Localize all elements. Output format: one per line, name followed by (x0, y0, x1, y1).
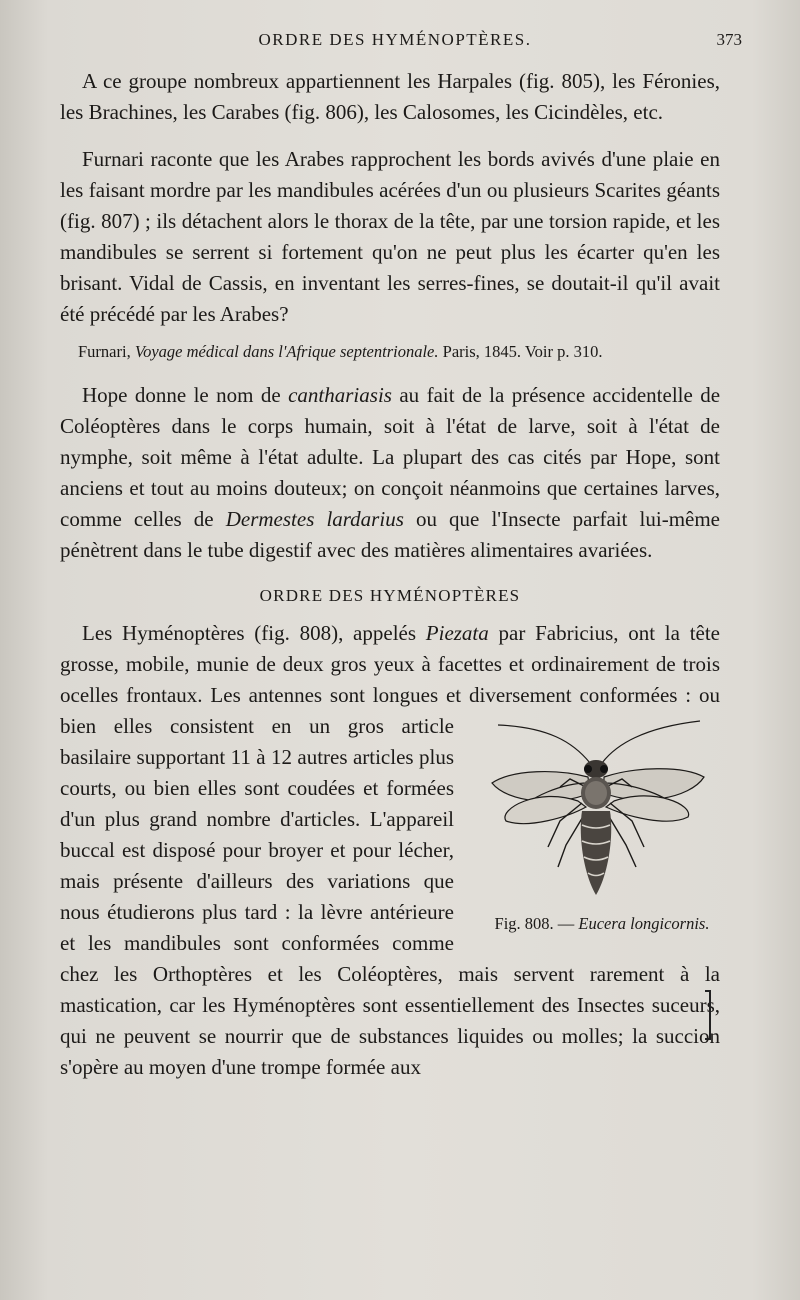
paragraph-hymenopteres (60, 618, 720, 1083)
note-title: Voyage médical dans l'Afrique septentrionale. (134, 342, 439, 361)
p3-text-2: au fait de la présence accidentelle de Coléoptères dans le corps humain, soit à l'état de larve, soit à l'état de nymphe, soit même à l'état adulte. La plupart des cas cités par Hope, sont anciens et tout au moins douteux; on conçoit néanmoins que certaines larves, comme celles de (60, 383, 721, 531)
paragraph-canthariasis (60, 380, 720, 566)
p3-term-canthariasis: canthariasis (288, 383, 392, 407)
p4-text-1: Les Hyménoptères (fig. 808), appelés (82, 621, 417, 645)
paragraph-carabes: A ce groupe nombreux appartiennent les Harpales (fig. 805), les Féronies, les Brachines, les Carabes (fig. 806), les Calosomes, les Cicindèles, etc. (60, 69, 720, 124)
figure-808 (472, 717, 720, 938)
footnote-reference (60, 340, 720, 364)
figure-label: Fig. 808. — (494, 914, 575, 933)
running-title: ORDRE DES HYMÉNOPTÈRES. (258, 30, 532, 49)
p4-term-piezata: Piezata (425, 621, 489, 645)
bee-engraving-icon (478, 717, 714, 907)
p4-text-2a: par Fabricius, ont la tête grosse, mobile, munie de deux gros yeux à facettes et ordinairement de trois ocelles frontaux. Les antennes sont longues et diversement conformées : (60, 621, 721, 707)
scale-bar (709, 990, 714, 1040)
paragraph-furnari: Furnari raconte que les Arabes rapprochent les bords avivés d'une plaie en les faisant mordre par les mandibules acérées d'un ou plusieurs Scarites géants (fig. 807) ; ils détachent alors le thorax de la tête, par une torsion rapide, et les mandibules se serrent si fortement qu'on ne peut plus les écarter qu'en les brisant. Vidal de Cassis, en inventant les serres-fines, se doutait-il qu'il avait été précédé par les Arabes? (60, 147, 720, 326)
page-number: 373 (716, 30, 742, 49)
page-header (58, 30, 742, 58)
page-body (60, 66, 720, 1083)
figure-species: Eucera longicornis. (578, 914, 710, 933)
p3-term-dermestes: Dermestes lardarius (225, 507, 404, 531)
p4-text-2b: ou bien elles consistent en un gros article basilaire supportant 11 à 12 autres articles plus courts, ou bien elles sont coudées et formées d'un plus grand nombre d'articles. L'appareil buccal est disposé pour broyer et pour lécher, mais présente d'ailleurs des variations que nous étudierons plus tard : la lèvre antérieure et les mandibules sont conformées comme chez les Orthoptères et les Coléoptères, mais servent rarement à la mastication, car les Hyménoptères sont essentiellement des Insectes suceurs, qui ne peuvent se nourrir que de substances liquides ou molles; la succion s'opère au moyen d'une trompe formée aux (60, 683, 720, 1079)
figure-caption (483, 914, 710, 933)
note-author: Furnari, (78, 342, 131, 361)
p3-text-3: ou que l'Insecte parfait lui-même pénètrent dans le tube digestif avec des matières alimentaires avariées. (60, 507, 721, 562)
note-rest: Paris, 1845. Voir p. 310. (442, 342, 603, 361)
section-title: ORDRE DES HYMÉNOPTÈRES (259, 586, 521, 605)
p3-text-1: Hope donne le nom de (82, 383, 281, 407)
